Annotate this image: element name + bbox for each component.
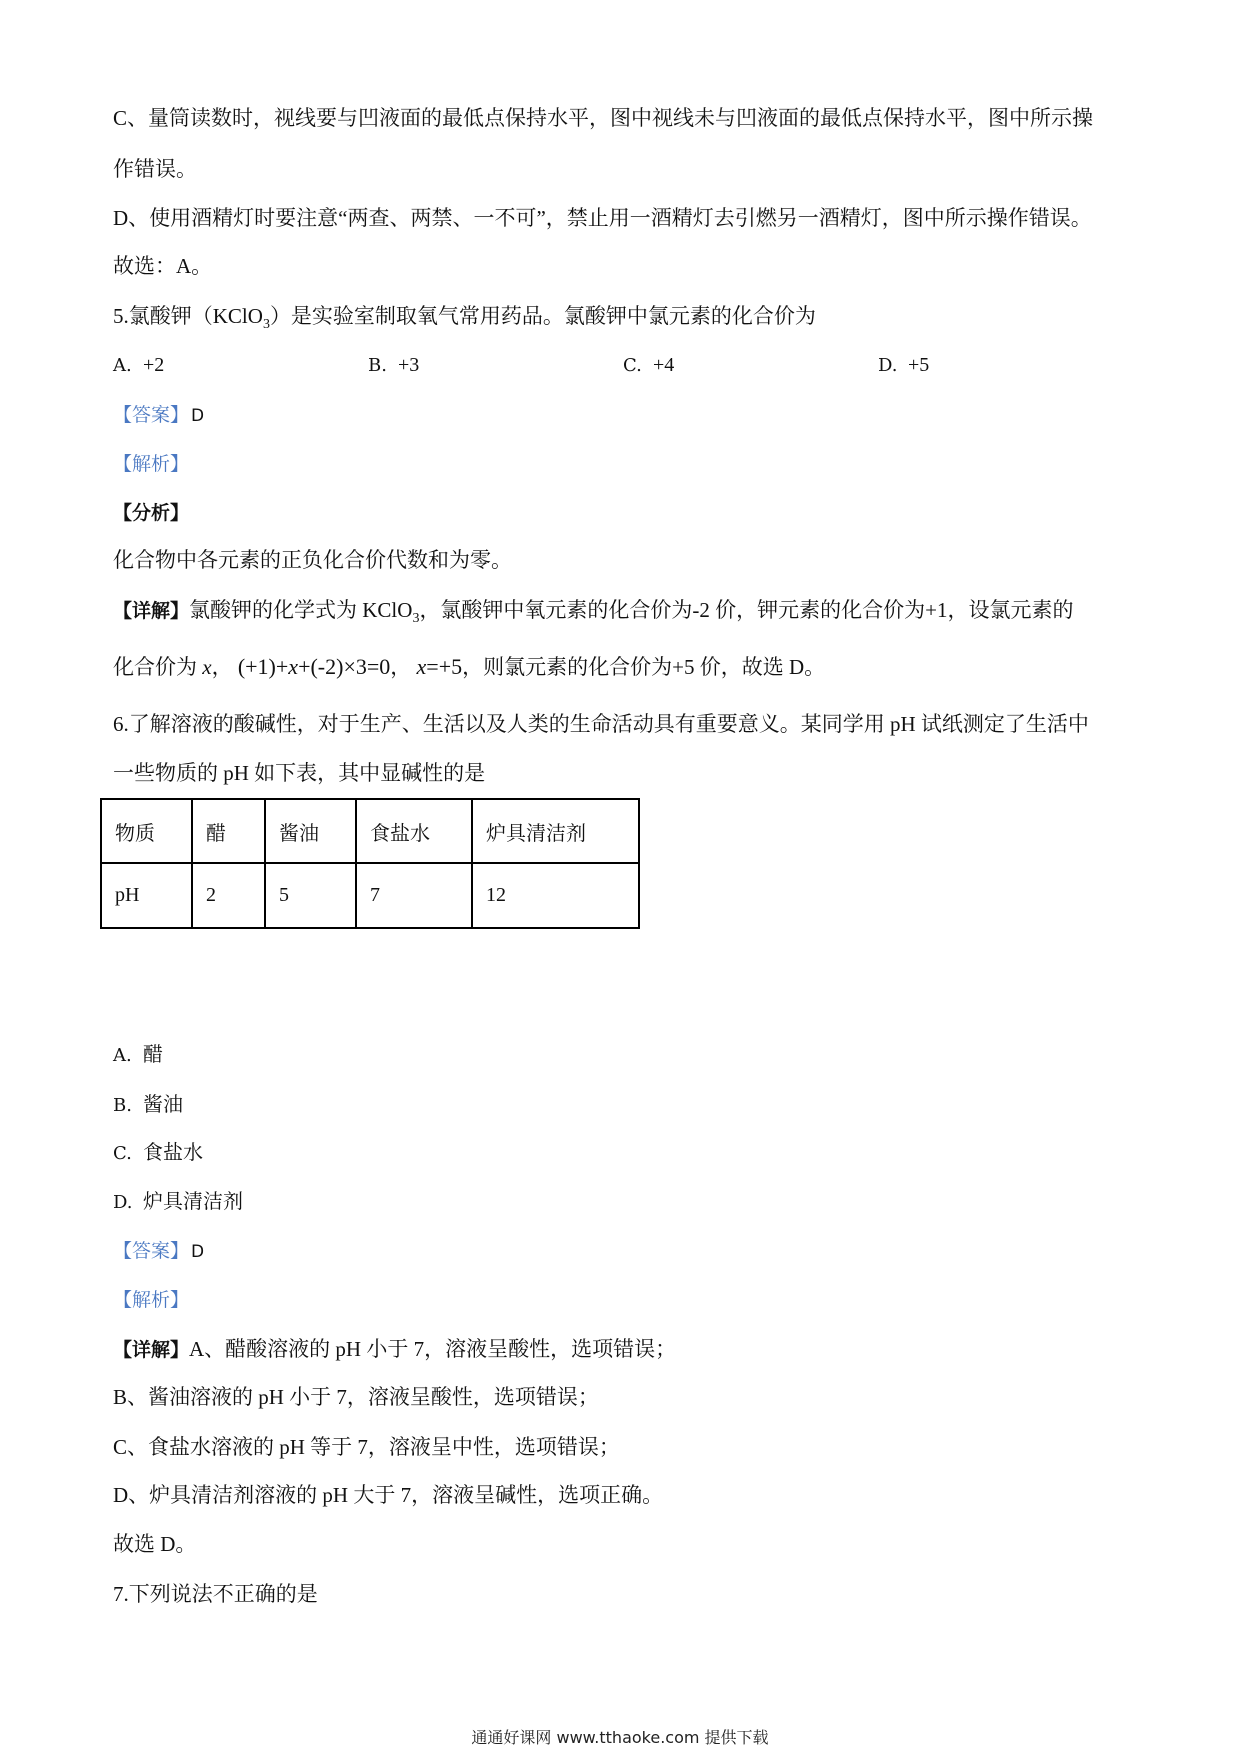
option-text: 酱油 [143,1094,183,1116]
equation-lhs-part2: +(-2)×3=0 [298,654,391,679]
page-footer: 通通好课网 www.tthaoke.com 提供下载 [471,1728,769,1747]
q6-analysis-heading [113,1286,189,1313]
q5-option-d [878,351,929,379]
q5-stem-part2: ）是实验室制取氧气常用药品。氯酸钾中氯元素的化合价为 [269,304,816,328]
analysis-tag: 【解析】 [113,1289,190,1311]
option-text: +2 [143,354,165,376]
q6-option-a [113,1041,163,1069]
equation-prefix: 化合价为 [113,655,203,679]
q6-detail-line3: C、食盐水溶液的 pH 等于 7，溶液呈中性，选项错误； [113,1435,620,1459]
q6-detail-line1 [113,1336,676,1363]
q5-option-b [368,351,419,379]
table-cell: 酱油 [265,799,356,863]
q5-option-c [623,351,674,379]
option-letter: A. [113,1045,132,1066]
option-text: +4 [653,354,675,376]
q5-detail-part2: ，氯酸钾中氧元素的化合价为-2 价，钾元素的化合价为+1，设氯元素的 [419,598,1074,622]
q6-option-d [113,1188,243,1216]
option-text: 炉具清洁剂 [143,1191,243,1213]
option-letter: C. [113,1143,132,1164]
q6-answer [113,1237,204,1265]
q6-stem-line1: 6.了解溶液的酸碱性，对于生产、生活以及人类的生命活动具有重要意义。某同学用 pH 试纸测定了生活中 [113,712,1089,736]
table-cell: 5 [265,863,356,928]
q6-option-b [113,1091,183,1119]
table-cell: 醋 [192,799,265,863]
q5-detail-equation-line [113,652,825,682]
variable-x: x [202,655,212,679]
table-cell: 物质 [101,799,192,863]
equation-separator: ， [390,655,412,679]
equation-separator: ， [211,655,233,679]
option-letter: C. [623,355,642,376]
table-cell: 12 [472,863,639,928]
q5-stem-part1: 5.氯酸钾（KClO [113,304,263,328]
table-cell: 食盐水 [356,799,472,863]
table-row [101,863,639,928]
q4-option-c-explanation-line1: C、量筒读数时，视线要与凹液面的最低点保持水平，图中视线未与凹液面的最低点保持水平，图中所示操 [113,106,1094,130]
answer-tag: 【答案】 [113,1240,190,1262]
answer-value: D [191,1242,205,1262]
q6-conclusion: 故选 D。 [113,1532,197,1556]
table-cell: 2 [192,863,265,928]
table-header-row [101,799,639,863]
ph-table [100,798,640,929]
option-text: 醋 [143,1044,163,1066]
q5-detail-subscript: 3 [412,611,420,627]
q4-option-c-explanation-line2: 作错误。 [113,157,197,181]
q6-option-c [113,1139,203,1167]
q6-detail-line4: D、炉具清洁剂溶液的 pH 大于 7，溶液呈碱性，选项正确。 [113,1483,664,1507]
answer-value: D [191,406,205,426]
q5-stem-subscript: 3 [262,317,270,333]
option-text: 食盐水 [143,1142,203,1164]
q5-analysis-heading [113,450,189,477]
analysis-tag: 【解析】 [113,453,190,475]
q5-answer [113,401,204,429]
q5-detail-line1 [113,597,1074,632]
equation-suffix: ，则氯元素的化合价为+5 价，故选 D。 [462,655,826,679]
q4-conclusion: 故选：A。 [113,254,213,278]
table-cell: 炉具清洁剂 [472,799,639,863]
table-cell: 7 [356,863,472,928]
q6-detail-text: A、醋酸溶液的 pH 小于 7，溶液呈酸性，选项错误； [189,1337,677,1361]
q5-option-a [113,351,164,379]
equation-result: =+5 [426,654,463,679]
q7-stem: 7.下列说法不正确的是 [113,1582,318,1606]
q6-detail-line2: B、酱油溶液的 pH 小于 7，溶液呈酸性，选项错误； [113,1385,599,1409]
option-text: +3 [398,354,420,376]
option-letter: D. [113,1192,133,1213]
option-letter: D. [878,355,898,376]
q5-fenxi-heading [113,499,189,526]
equation-lhs-part1: (+1)+ [237,654,289,679]
q4-option-d-explanation: D、使用酒精灯时要注意“两查、两禁、一不可”，禁止用一酒精灯去引燃另一酒精灯，图中所示操作错误。 [113,206,1092,230]
variable-x: x [288,654,299,679]
q5-stem [113,303,816,338]
detail-tag: 【详解】 [113,600,190,622]
option-letter: A. [113,355,132,376]
detail-tag: 【详解】 [113,1339,190,1361]
q5-fenxi-text: 化合物中各元素的正负化合价代数和为零。 [113,548,512,572]
fenxi-tag: 【分析】 [113,502,190,524]
table-cell: pH [101,863,192,928]
q5-detail-part1: 氯酸钾的化学式为 KClO [189,598,413,622]
option-text: +5 [908,354,930,376]
q6-stem-line2: 一些物质的 pH 如下表，其中显碱性的是 [113,761,486,785]
variable-x: x [416,654,427,679]
option-letter: B. [368,355,387,376]
option-letter: B. [113,1095,132,1116]
answer-tag: 【答案】 [113,404,190,426]
